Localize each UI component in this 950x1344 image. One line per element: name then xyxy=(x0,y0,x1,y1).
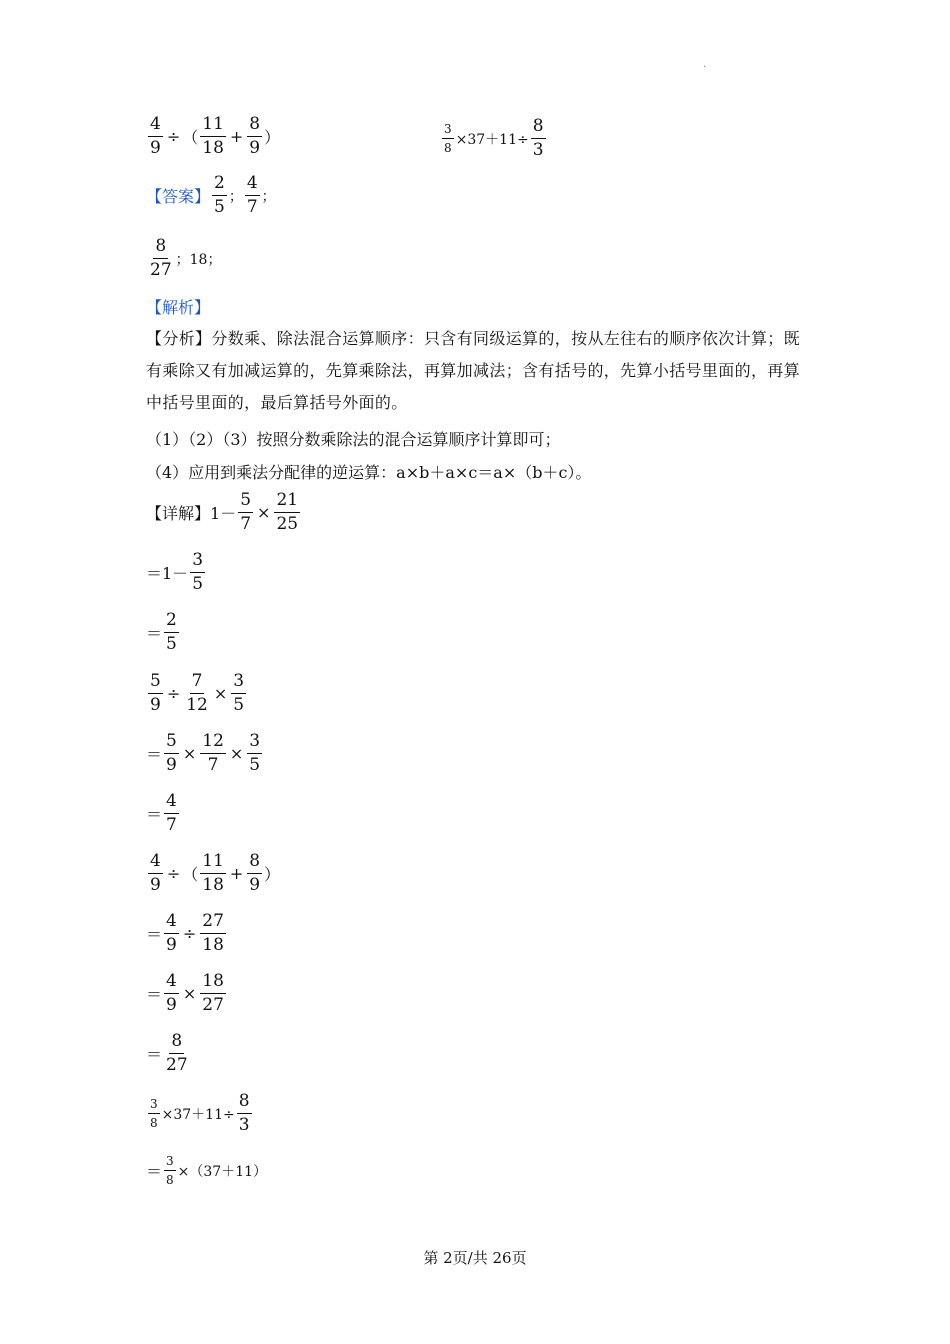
fraction: $\frac{8}{3}$ xyxy=(532,116,544,160)
fraction: $\frac{12}{7}$ xyxy=(202,731,224,775)
page-footer: 第 2页/共 26页 xyxy=(423,1249,527,1267)
paren: ） xyxy=(264,128,281,147)
operator: × xyxy=(229,744,244,763)
detail-step-9: ＝ $\frac{4}{9}$ × $\frac{18}{27}$ xyxy=(146,971,224,1015)
detail-step-3: ＝ 2 5 xyxy=(146,610,177,654)
detail-step-8: ＝ $\frac{4}{9}$ ÷ $\frac{27}{18}$ xyxy=(146,911,224,955)
detail-step-4 xyxy=(146,673,248,714)
fraction: $\frac{21}{25}$ xyxy=(276,490,299,534)
fraction: 2 5 xyxy=(214,173,225,217)
fraction: $\frac{8}{9}$ xyxy=(249,114,261,158)
fraction: $\frac{5}{9}$ xyxy=(150,671,161,715)
detail-step-5: ＝ $\frac{5}{9}$ × $\frac{12}{7}$ × $\frac{3}{5}$ xyxy=(146,731,261,775)
fraction: 2 5 xyxy=(166,610,177,654)
fraction: $\frac{27}{18}$ xyxy=(202,911,224,955)
detail-step-11 xyxy=(146,1093,254,1134)
detail-step-2: ＝1－ 3 5 xyxy=(146,550,204,594)
fraction: $\frac{3}{5}$ xyxy=(249,731,261,775)
operator: + xyxy=(229,864,244,883)
fraction: $\frac{3}{8}$ xyxy=(166,1154,174,1187)
fraction: $\frac{4}{9}$ xyxy=(166,911,177,955)
operator: × xyxy=(182,744,197,763)
detail-step-7: $\frac{4}{9}$ ÷ （ 11 18 + $\frac{8}{9}$ ） xyxy=(150,851,281,895)
analysis-line-2: （1）（2）（3）按照分数乘除法的混合运算顺序计算即可； xyxy=(146,430,561,449)
fraction: 11 18 xyxy=(202,114,224,158)
fraction: $\frac{8}{3}$ xyxy=(238,1091,250,1135)
detail-step-10: ＝ 8 27 xyxy=(146,1031,188,1075)
detail-step-1: 【详解】 1－ $\frac{5}{7}$ × $\frac{21}{25}$ xyxy=(146,490,299,534)
fraction: $\frac{4}{9}$ xyxy=(166,971,177,1015)
fraction: $\frac{8}{9}$ xyxy=(249,851,261,895)
fraction: $\frac{5}{7}$ xyxy=(240,490,252,534)
detail-step-6: ＝ 4 7 xyxy=(146,791,177,835)
operator: ÷ xyxy=(166,684,181,703)
expression: ×37＋11÷ xyxy=(161,1106,235,1123)
fraction: 8 27 xyxy=(166,1031,188,1075)
analysis-label: 【解析】 xyxy=(146,298,211,317)
operator: × xyxy=(213,684,228,703)
operator: × xyxy=(182,984,197,1003)
fraction: $\frac{3}{8}$ xyxy=(444,122,452,155)
analysis-line-3: （4）应用到乘法分配律的逆运算：a×b＋a×c＝a×（b＋c）。 xyxy=(146,463,592,482)
answer-line-2: 8 27 ； 18； xyxy=(150,236,222,280)
fraction: $\frac{5}{9}$ xyxy=(166,731,177,775)
fraction: $\frac{4}{9}$ xyxy=(150,851,161,895)
answer-value: 18； xyxy=(189,251,222,268)
fraction: 4 7 xyxy=(246,173,258,217)
fraction: $\frac{4}{9}$ xyxy=(150,114,161,158)
corner-mark: · xyxy=(703,62,707,73)
fraction: 11 18 xyxy=(202,851,224,895)
expression: ×（37＋11） xyxy=(177,1163,268,1180)
operator: + xyxy=(229,127,244,146)
expression: ×37＋11÷ xyxy=(455,131,529,148)
fraction: 8 27 xyxy=(150,236,172,280)
detail-step-12: ＝ $\frac{3}{8}$ ×（37＋11） xyxy=(146,1154,268,1187)
operator: ÷ xyxy=(166,127,181,146)
fraction: 3 5 xyxy=(192,550,204,594)
operator: ÷ xyxy=(166,864,181,883)
answer-line: 【答案】 2 5 ； 4 7 ； xyxy=(146,173,276,217)
paren: （ xyxy=(182,128,199,147)
fraction: $\frac{3}{5}$ xyxy=(233,671,245,715)
answer-label: 【答案】 xyxy=(146,187,211,206)
problem-4 xyxy=(440,118,548,159)
fraction: $\frac{7}{12}$ xyxy=(186,671,208,715)
operator: ÷ xyxy=(182,924,197,943)
problem-3 xyxy=(146,116,280,157)
fraction: $\frac{18}{27}$ xyxy=(202,971,224,1015)
operator: × xyxy=(257,503,271,522)
analysis-paragraph: 【分析】分数乘、除法混合运算顺序：只含有同级运算的，按从左往右的顺序依次计算；既有乘除又有加减运算的，先算乘除法，再算加减法；含有括号的，先算小括号里面的，再算中括号里面的，最后算括号外面的。 xyxy=(146,329,801,412)
fraction: $\frac{3}{8}$ xyxy=(150,1097,158,1130)
detail-label: 【详解】 xyxy=(146,504,211,523)
fraction: 4 7 xyxy=(166,791,177,835)
